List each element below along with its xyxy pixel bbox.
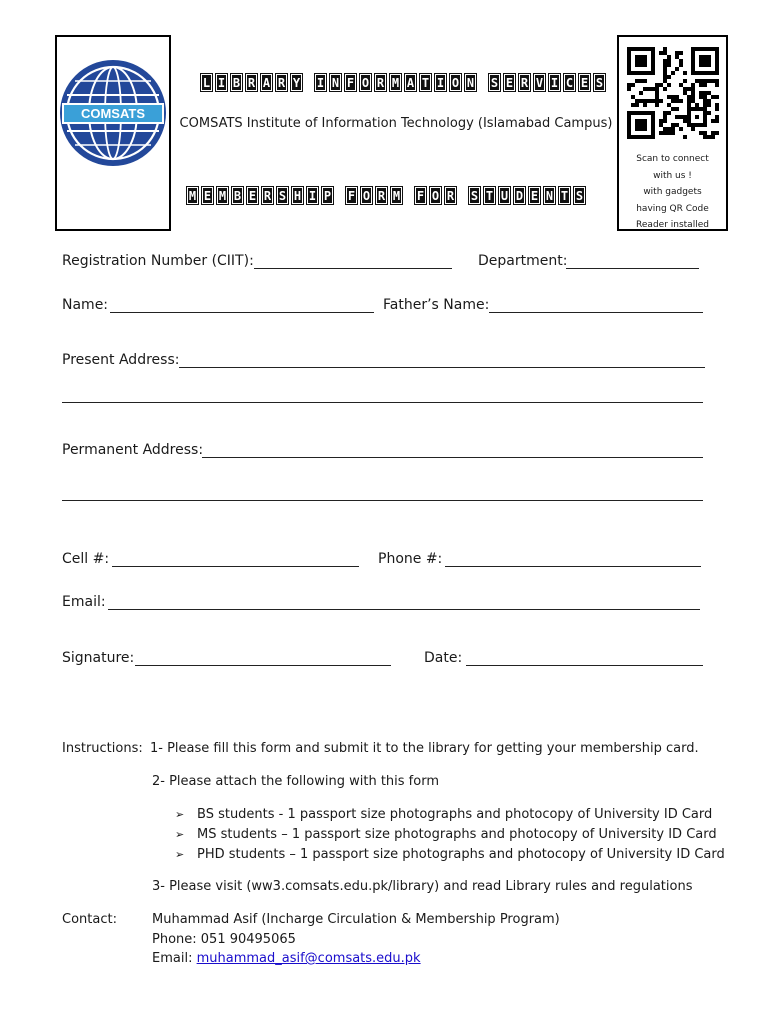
qr-caption: Scan to connect with us ! with gadgets having QR Code Reader installed: [636, 154, 709, 230]
library-title-letter: N: [464, 73, 477, 92]
form-title-letter: M: [186, 186, 199, 205]
instruction-3: 3- Please visit (ww3.comsats.edu.pk/library) and read Library rules and regulations: [152, 879, 693, 894]
contact-email-row: [152, 951, 421, 966]
form-title-letter: E: [246, 186, 259, 205]
library-title-letter: R: [275, 73, 288, 92]
permanent-address-label: Permanent Address:: [62, 442, 204, 458]
library-title: [200, 73, 606, 92]
contact-label: Contact:: [62, 912, 117, 927]
form-title-letter: M: [216, 186, 229, 205]
library-title-space: [305, 73, 312, 92]
form-title-letter: T: [483, 186, 496, 205]
library-title-letter: B: [230, 73, 243, 92]
name-field[interactable]: [110, 312, 374, 313]
form-title-letter: N: [543, 186, 556, 205]
form-title-letter: P: [321, 186, 334, 205]
library-title-letter: R: [245, 73, 258, 92]
library-title-space: [479, 73, 486, 92]
form-title-letter: S: [468, 186, 481, 205]
library-title-letter: Y: [290, 73, 303, 92]
form-title-letter: S: [276, 186, 289, 205]
library-title-letter: A: [404, 73, 417, 92]
library-title-letter: A: [260, 73, 273, 92]
permanent-address-field[interactable]: [202, 457, 703, 458]
form-title-letter: I: [306, 186, 319, 205]
form-title-letter: F: [345, 186, 358, 205]
contact-email-label: Email:: [152, 951, 193, 966]
list-item: ➢ PHD students – 1 passport size photographs and photocopy of University ID Card: [197, 847, 725, 862]
list-item: ➢ BS students - 1 passport size photographs and photocopy of University ID Card: [197, 807, 712, 822]
reg-no-field[interactable]: [254, 268, 452, 269]
library-title-letter: I: [215, 73, 228, 92]
reg-no-label: Registration Number (CIIT):: [62, 253, 254, 269]
svg-text:COMSATS: COMSATS: [80, 106, 146, 121]
contact-email-link[interactable]: muhammad_asif@comsats.edu.pk: [196, 951, 421, 966]
library-title-letter: S: [593, 73, 606, 92]
library-title-letter: R: [374, 73, 387, 92]
library-title-letter: V: [533, 73, 546, 92]
cell-field[interactable]: [112, 566, 359, 567]
form-title-letter: R: [375, 186, 388, 205]
list-item: ➢ MS students – 1 passport size photographs and photocopy of University ID Card: [197, 827, 717, 842]
form-title-letter: O: [360, 186, 373, 205]
form-title-space: [459, 186, 466, 205]
library-title-letter: I: [548, 73, 561, 92]
department-label: Department:: [478, 253, 568, 269]
library-title-letter: C: [563, 73, 576, 92]
permanent-address-field-line2[interactable]: [62, 500, 703, 501]
father-name-field[interactable]: [489, 312, 703, 313]
library-title-letter: O: [359, 73, 372, 92]
form-title-letter: M: [390, 186, 403, 205]
present-address-field-line2[interactable]: [62, 402, 703, 403]
form-title-letter: H: [291, 186, 304, 205]
signature-field[interactable]: [135, 665, 391, 666]
library-title-letter: I: [314, 73, 327, 92]
library-title-letter: F: [344, 73, 357, 92]
email-label: Email:: [62, 594, 106, 610]
library-title-letter: M: [389, 73, 402, 92]
library-title-letter: R: [518, 73, 531, 92]
library-title-letter: O: [449, 73, 462, 92]
form-title-letter: E: [528, 186, 541, 205]
phone-label: Phone #:: [378, 551, 443, 567]
qr-code-box: [617, 35, 728, 231]
form-title-space: [336, 186, 343, 205]
form-title-letter: D: [513, 186, 526, 205]
library-title-letter: N: [329, 73, 342, 92]
father-name-label: Father’s Name:: [383, 297, 490, 313]
present-address-field[interactable]: [179, 367, 705, 368]
cell-label: Cell #:: [62, 551, 110, 567]
form-title-letter: E: [201, 186, 214, 205]
form-title-letter: T: [558, 186, 571, 205]
library-title-letter: E: [503, 73, 516, 92]
date-field[interactable]: [466, 665, 703, 666]
form-title-letter: B: [231, 186, 244, 205]
form-title-letter: F: [414, 186, 427, 205]
library-title-letter: I: [434, 73, 447, 92]
institute-subtitle: COMSATS Institute of Information Technology (Islamabad Campus): [179, 116, 613, 131]
logo-box: [55, 35, 171, 231]
instruction-2: 2- Please attach the following with this form: [152, 774, 439, 789]
contact-phone: Phone: 051 90495065: [152, 932, 296, 947]
library-title-letter: S: [488, 73, 501, 92]
form-title-letter: S: [573, 186, 586, 205]
form-title-space: [405, 186, 412, 205]
form-title-letter: R: [261, 186, 274, 205]
instructions-label: Instructions:: [62, 741, 143, 756]
library-title-letter: E: [578, 73, 591, 92]
name-label: Name:: [62, 297, 109, 313]
form-title-letter: R: [444, 186, 457, 205]
instruction-1: 1- Please fill this form and submit it to the library for getting your membership card.: [150, 741, 699, 756]
date-label: Date:: [424, 650, 463, 666]
signature-label: Signature:: [62, 650, 135, 666]
comsats-logo-icon: [57, 37, 169, 229]
qr-code-icon: [627, 47, 719, 139]
form-title: [186, 186, 586, 205]
present-address-label: Present Address:: [62, 352, 180, 368]
form-title-letter: U: [498, 186, 511, 205]
contact-name: Muhammad Asif (Incharge Circulation & Membership Program): [152, 912, 560, 927]
library-title-letter: T: [419, 73, 432, 92]
department-field[interactable]: [566, 268, 699, 269]
library-title-letter: L: [200, 73, 213, 92]
phone-field[interactable]: [445, 566, 701, 567]
form-title-letter: O: [429, 186, 442, 205]
email-field[interactable]: [108, 609, 700, 610]
